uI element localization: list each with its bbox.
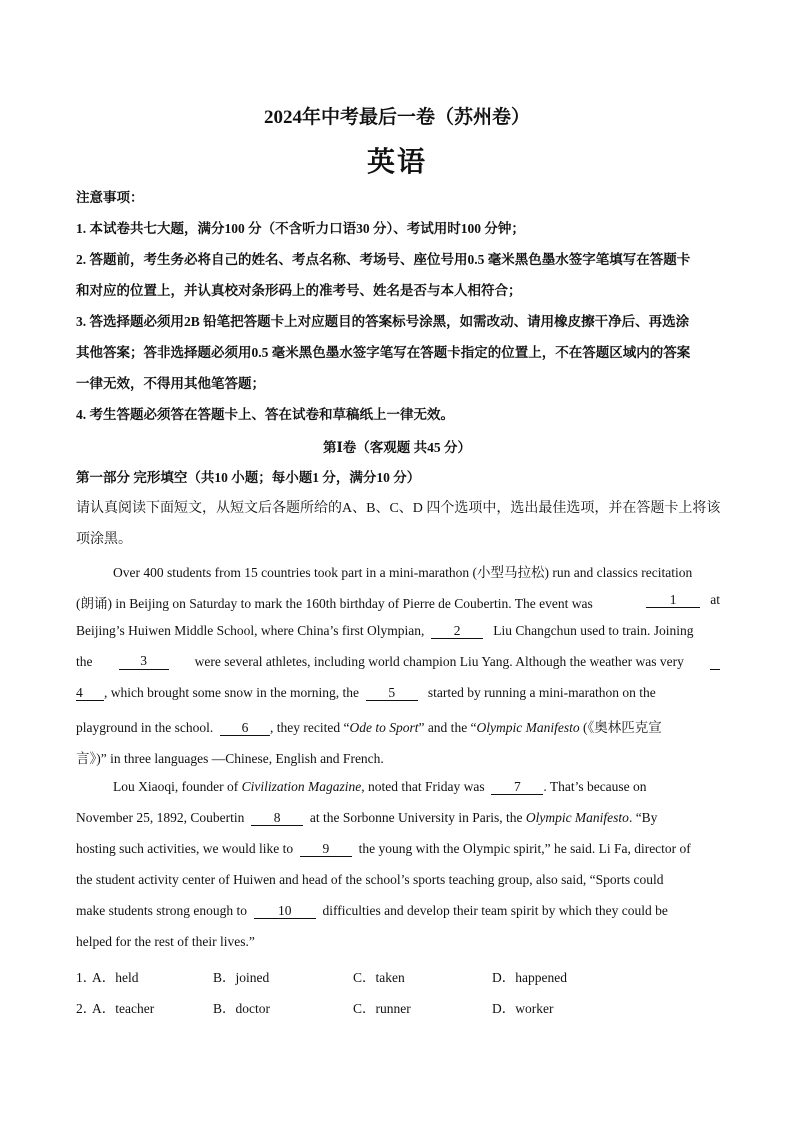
passage-text: the young with the Olympic spirit,” he said. Li Fa, director of bbox=[358, 841, 691, 856]
passage-p2-line-6: helped for the rest of their lives.” bbox=[76, 934, 255, 949]
notice-item-4: 4. 考生答题必须答在答题卡上、答在试卷和草稿纸上一律无效。 bbox=[76, 407, 454, 422]
passage-text: the bbox=[76, 654, 93, 669]
blank-3: 3 bbox=[119, 654, 169, 670]
subject-title: 英语 bbox=[366, 147, 427, 178]
passage-p2-line-5 bbox=[76, 903, 720, 919]
instruction-line-1: 请认真阅读下面短文，从短文后各题所给的A、B、C、D 四个选项中，选出最佳选项，并在答题卡上将该 bbox=[76, 501, 721, 516]
passage-text: hosting such activities, we would like to bbox=[76, 841, 294, 856]
option-d[interactable]: D．worker bbox=[492, 1001, 554, 1016]
option-b[interactable]: B．doctor bbox=[213, 1001, 270, 1016]
passage-p1-line-6 bbox=[76, 716, 720, 736]
option-b[interactable]: B．joined bbox=[213, 970, 270, 985]
passage-text: Liu Changchun used to train. Joining bbox=[493, 623, 694, 638]
option-c[interactable]: C．runner bbox=[353, 1001, 411, 1016]
notice-item-1: 1. 本试卷共七大题，满分100 分（不含听力口语30 分）、考试用时100 分钟； bbox=[76, 221, 525, 236]
passage-text: . That’s because on bbox=[543, 779, 647, 794]
passage-p1-line-1: Over 400 students from 15 countries took part in a mini-marathon (小型马拉松) run and classics recitation bbox=[113, 565, 693, 580]
passage-text: at bbox=[710, 592, 720, 607]
passage-text: Beijing’s Huiwen Middle School, where China’s first Olympian, bbox=[76, 623, 425, 638]
instruction-line-2: 项涂黑。 bbox=[76, 532, 132, 547]
option-d[interactable]: D．happened bbox=[492, 970, 567, 985]
question-number: 2． bbox=[76, 1001, 97, 1016]
passage-title-ode: Ode to Sport bbox=[349, 720, 419, 735]
passage-text: , noted that Friday was bbox=[361, 779, 485, 794]
passage-p1-line-3 bbox=[76, 623, 720, 639]
passage-text: Lou Xiaoqi, founder of bbox=[113, 779, 239, 794]
passage-text: . “By bbox=[628, 810, 658, 825]
notice-item-2-line-2: 和对应的位置上，并认真校对条形码上的准考号、姓名是否与本人相符合； bbox=[76, 283, 522, 298]
blank-7: 7 bbox=[491, 780, 543, 795]
passage-text: playground in the school. bbox=[76, 720, 214, 735]
notice-item-3-line-2: 其他答案；答非选择题必须用0.5 毫米黑色墨水签字笔写在答题卡指定的位置上，不在答题区域内的答案 bbox=[76, 345, 691, 360]
passage-p1-line-5 bbox=[76, 685, 720, 701]
passage-text: November 25, 1892, Coubertin bbox=[76, 810, 245, 825]
option-a[interactable]: A．held bbox=[92, 970, 139, 985]
blank-2: 2 bbox=[431, 624, 483, 639]
passage-p1-line-2 bbox=[76, 592, 720, 612]
question-number: 1． bbox=[76, 970, 97, 985]
notice-item-2-line-1: 2. 答题前，考生务必将自己的姓名、考点名称、考场号、座位号用0.5 毫米黑色墨水签字笔填写在答题卡 bbox=[76, 252, 691, 267]
passage-text: difficulties and develop their team spirit by which they could be bbox=[322, 903, 668, 918]
blank-5: 5 bbox=[366, 686, 418, 701]
passage-p2-line-2 bbox=[76, 810, 720, 826]
passage-p1-line-7: 言》)” in three languages —Chinese, English and French. bbox=[76, 751, 384, 766]
passage-text: make students strong enough to bbox=[76, 903, 247, 918]
blank-10: 10 bbox=[254, 904, 316, 919]
passage-p2-line-3 bbox=[76, 841, 720, 857]
passage-text: started by running a mini-marathon on the bbox=[427, 685, 656, 700]
passage-title-manifesto: Olympic Manifesto bbox=[476, 720, 580, 735]
passage-text: were several athletes, including world champion Liu Yang. Although the weather was very bbox=[194, 654, 684, 669]
passage-text: (《奥林匹克宣 bbox=[579, 720, 662, 735]
exam-title: 2024年中考最后一卷（苏州卷） bbox=[263, 107, 530, 128]
blank-8: 8 bbox=[251, 811, 303, 826]
notice-item-3-line-3: 一律无效，不得用其他笔答题； bbox=[76, 376, 265, 391]
passage-p2-line-1 bbox=[113, 779, 720, 795]
passage-p2-line-4: the student activity center of Huiwen and head of the school’s sports teaching group, also said, “Sports could bbox=[76, 872, 664, 887]
blank-6: 6 bbox=[220, 721, 270, 736]
option-c[interactable]: C．taken bbox=[353, 970, 405, 985]
option-a[interactable]: A．teacher bbox=[92, 1001, 155, 1016]
passage-text: ” and the “ bbox=[418, 720, 477, 735]
passage-text: (朗诵) in Beijing on Saturday to mark the 160th birthday of Pierre de Coubertin. The event was bbox=[76, 596, 593, 611]
notice-item-3-line-1: 3. 答选择题必须用2B 铅笔把答题卡上对应题目的答案标号涂黑，如需改动、请用橡皮擦干净后、再选涂 bbox=[76, 314, 690, 329]
volume-title: 第Ⅰ卷（客观题 共45 分） bbox=[322, 440, 472, 455]
part-title: 第一部分 完形填空（共10 小题；每小题1 分，满分10 分） bbox=[76, 470, 421, 485]
blank-9: 9 bbox=[300, 842, 352, 857]
blank-4: 4 bbox=[76, 686, 104, 701]
blank-4-start bbox=[710, 654, 720, 670]
passage-text: at the Sorbonne University in Paris, the bbox=[309, 810, 523, 825]
passage-text: , they recited “ bbox=[269, 720, 350, 735]
passage-text: , which brought some snow in the morning, the bbox=[104, 685, 359, 700]
passage-magazine: Civilization Magazine bbox=[241, 779, 362, 794]
blank-1: 1 bbox=[646, 593, 700, 608]
notice-heading: 注意事项： bbox=[76, 190, 144, 205]
passage-manifesto: Olympic Manifesto bbox=[525, 810, 629, 825]
passage-p1-line-4 bbox=[76, 654, 720, 670]
